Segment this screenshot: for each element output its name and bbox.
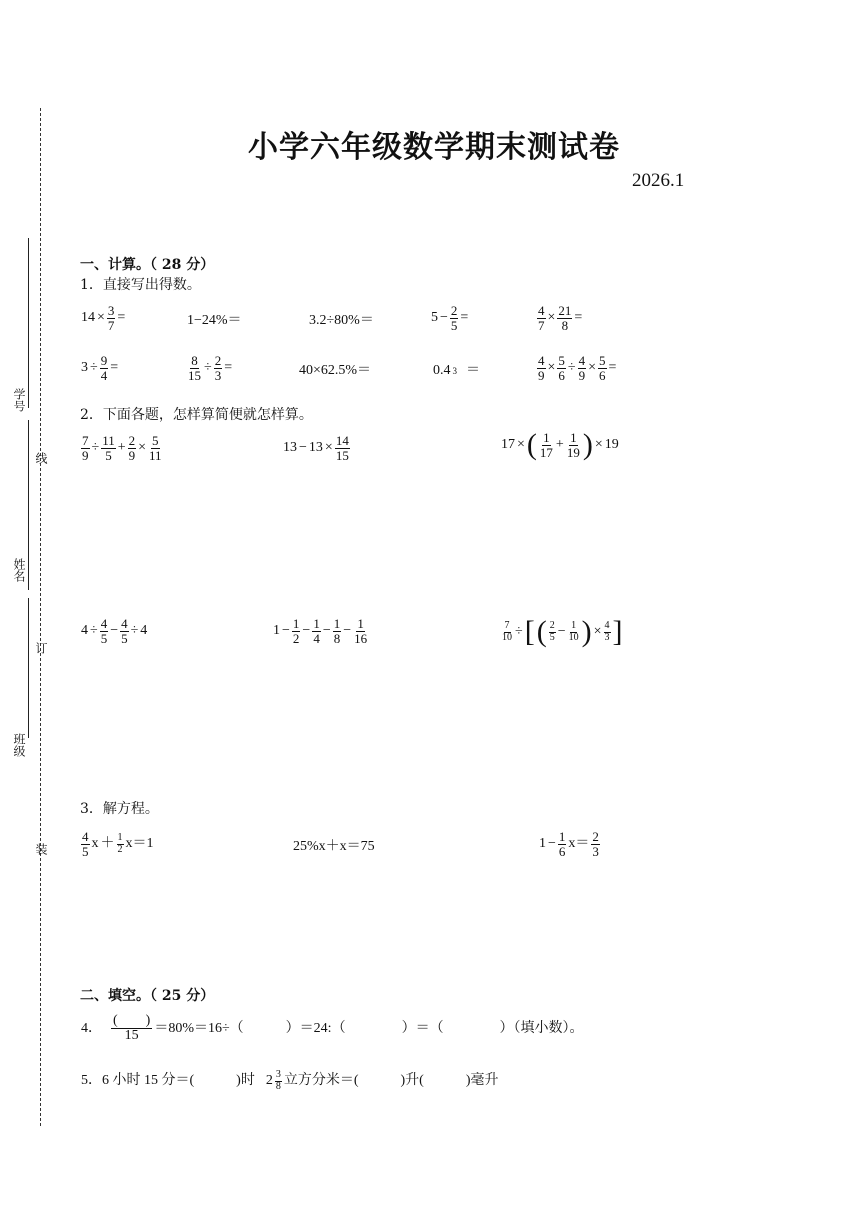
class-blank [28,598,29,738]
student-id-blank [28,238,29,408]
calc-2-5: $\frac{4}{9}$ × $\frac{5}{6}$ ÷ $\frac{4}{9}$ × $\frac{5}{6}$ = [538,353,617,383]
calc-2-2: $\frac{8}{15}$ ÷ $\frac{2}{3}$ = [188,353,233,383]
section-1-heading: 一、计算。（ 28 分） [80,257,215,273]
simplify-6: $\frac{7}{10}$ ÷ [ ( 2 5 − $\frac{1}{10}$ ) × $\frac{4}{3}$ ] [502,615,623,648]
name-label: 姓名 [12,558,26,582]
fill-question-4: 4． ( ) 15 ＝80%＝16÷（ ）＝24:（ ）＝（ ）（填小数）。 [81,1013,584,1043]
question-3-label: 3．解方程。 [80,801,159,817]
calc-2-1: 3 ÷ $\frac{9}{4}$ = [81,353,119,383]
equation-2: 25%x＋x＝75 [293,839,375,854]
simplify-2: 13 − 13 × $\frac{14}{15}$ [283,433,349,463]
calc-1-3: 3.2÷80%＝ [309,313,374,328]
name-blank [28,420,29,590]
simplify-1: $\frac{7}{9}$ ÷ $\frac{11}{5}$ + $\frac{2}{9}$ × $\frac{5}{11}$ [82,433,162,463]
binding-mark-bind: 装 [34,843,48,855]
equation-3: 1 − $\frac{1}{6}$ x＝ 2 3 [539,829,599,859]
question-2-label: 2．下面各题，怎样算简便就怎样算。 [80,407,313,423]
simplify-4: 4 ÷ $\frac{4}{5}$ − $\frac{4}{5}$ ÷ 4 [81,616,148,646]
binding-mark-line: 线 [34,452,48,464]
calc-1-1: 14 × $\frac{3}{7}$ = [81,303,126,333]
fill-question-5: 5．6 小时 15 分＝( )时 2 3 8 立方分米＝( )升( )毫升 [81,1069,499,1092]
equation-1: 4 5 x ＋ 1 2 x＝1 [82,829,154,859]
calc-2-4: 0.4 3 ＝ [433,363,480,378]
calc-1-5: $\frac{4}{7}$ × $\frac{21}{8}$ = [538,303,583,333]
calc-1-4: 5 − $\frac{2}{5}$ = [431,303,469,333]
page-title: 小学六年级数学期末测试卷 [248,130,620,165]
student-id-label: 学号 [12,388,26,412]
question-1-label: 1．直接写出得数。 [80,277,201,293]
class-label: 班级 [12,733,26,757]
simplify-5: 1 − $\frac{1}{2}$ − $\frac{1}{4}$ − $\frac{1}{8}$ − $\frac{1}{16}$ [273,616,368,646]
calc-2-3: 40×62.5%＝ [299,363,372,378]
calc-1-2: 1−24%＝ [187,313,242,328]
simplify-3: 17 × ( 1 17 + $\frac{1}{19}$ ) × 19 [501,428,619,461]
binding-line [40,108,41,1126]
binding-mark-staple: 订 [34,642,48,654]
exam-date: 2026.1 [632,170,685,191]
section-2-heading: 二、填空。（ 25 分） [80,988,215,1004]
